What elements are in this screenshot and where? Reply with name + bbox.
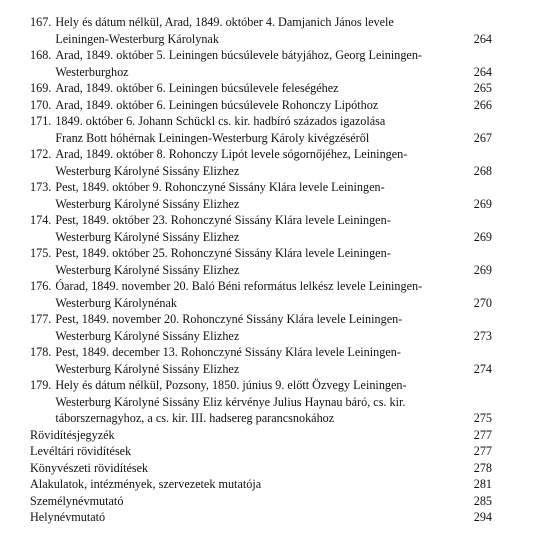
entry-number: 167.: [30, 15, 52, 29]
section-title: Személynévmutató: [30, 493, 124, 508]
section-title: Könyvészeti rövidítések: [30, 460, 149, 475]
entry-title-line: Westerburg Károlyné Sissány Elizhez: [55, 361, 240, 376]
entry-title-line: Pest, 1849. október 9. Rohonczyné Sissány Klára levele Leiningen-: [55, 180, 385, 194]
section-page-number: 277: [473, 427, 492, 442]
entry-number: 171.: [30, 114, 52, 128]
entry-page-number: 269: [473, 229, 492, 244]
toc-entry[interactable]: [30, 80, 492, 97]
entry-page-number: 266: [473, 97, 492, 112]
section-title: Levéltári rövidítések: [30, 444, 132, 458]
entry-title-line: Westerburg Károlyné Sissány Elizhez: [55, 196, 240, 211]
entry-title-line: Westerburg Károlynénak: [55, 295, 177, 310]
toc-entry[interactable]: [30, 113, 492, 146]
section-title: Rövidítésjegyzék: [30, 427, 115, 442]
toc-entry[interactable]: [30, 212, 492, 245]
entry-title-line: Óarad, 1849. november 20. Baló Béni református lelkész levele Leiningen-: [55, 279, 423, 293]
entry-number: 173.: [30, 180, 52, 194]
section-page-number: 285: [473, 493, 492, 508]
entry-number: 169.: [30, 81, 52, 95]
toc-entry[interactable]: [30, 179, 492, 212]
entry-title-line: 1849. október 6. Johann Schückl cs. kir. hadbíró százados igazolása: [55, 114, 386, 128]
toc-entry[interactable]: [30, 245, 492, 278]
entry-title-line: Pest, 1849. október 23. Rohonczyné Sissány Klára levele Leiningen-: [55, 213, 391, 227]
toc-entry[interactable]: [30, 97, 492, 114]
toc-entry[interactable]: [30, 377, 492, 427]
entry-number: 179.: [30, 378, 52, 392]
entry-number: 170.: [30, 97, 52, 112]
toc-entry[interactable]: [30, 278, 492, 311]
entry-page-number: 269: [473, 196, 492, 211]
entry-title-line: Pest, 1849. december 13. Rohonczyné Sissány Klára levele Leiningen-: [55, 345, 401, 359]
entry-title-line: Leiningen-Westerburg Károlynak: [55, 31, 219, 46]
entry-number: 174.: [30, 213, 52, 227]
section-page-number: 281: [473, 477, 492, 491]
toc-entry[interactable]: [30, 311, 492, 344]
entry-number: 177.: [30, 312, 52, 326]
entry-number: 176.: [30, 279, 52, 293]
entry-page-number: 268: [473, 163, 492, 178]
entry-page-number: 264: [473, 31, 492, 46]
entry-title-line: Pest, 1849. október 25. Rohonczyné Sissány Klára levele Leiningen-: [55, 246, 391, 260]
entry-title-line: Arad, 1849. október 6. Leiningen búcsúlevele feleségéhez: [55, 81, 339, 95]
section-title: Helynévmutató: [30, 510, 106, 524]
entry-title-line: Arad, 1849. október 6. Leiningen búcsúlevele Rohonczy Lipóthoz: [55, 97, 379, 112]
toc-entry[interactable]: [30, 14, 492, 47]
toc-entry[interactable]: [30, 47, 492, 80]
entry-title-line: Westerburg Károlyné Sissány Eliz kérvénye Julius Haynau báró, cs. kir.: [55, 394, 406, 409]
entry-title-line: Arad, 1849. október 8. Rohonczy Lipót levele sógornőjéhez, Leiningen-: [55, 147, 408, 161]
entry-number: 178.: [30, 345, 52, 359]
toc-entry[interactable]: [30, 146, 492, 179]
entry-title-line: Hely és dátum nélkül, Arad, 1849. október 4. Damjanich János levele: [55, 15, 394, 29]
entry-page-number: 264: [473, 64, 492, 79]
entry-number: 168.: [30, 48, 52, 62]
toc-entry[interactable]: [30, 344, 492, 377]
entry-title-line: Westerburg Károlyné Sissány Elizhez: [55, 229, 240, 244]
entry-title-line: Franz Bott hóhérnak Leiningen-Westerburg Károly kivégzéséről: [55, 130, 370, 145]
section-title: Alakulatok, intézmények, szervezetek mutatója: [30, 477, 262, 491]
entry-title-line: Westerburghoz: [55, 64, 129, 79]
entry-title-line: Hely és dátum nélkül, Pozsony, 1850. június 9. előtt Özvegy Leiningen-: [55, 378, 407, 392]
entry-title-line: Westerburg Károlyné Sissány Elizhez: [55, 163, 240, 178]
entry-page-number: 270: [473, 295, 492, 310]
entry-title-line: táborszernagyhoz, a cs. kir. III. hadsereg parancsnokához: [55, 411, 335, 425]
toc-section[interactable]: [30, 443, 492, 460]
entry-title-line: Pest, 1849. november 20. Rohonczyné Sissány Klára levele Leiningen-: [55, 312, 403, 326]
toc-section[interactable]: [30, 493, 492, 510]
entry-page-number: 267: [473, 130, 492, 145]
section-page-number: 294: [473, 510, 492, 524]
entry-number: 172.: [30, 147, 52, 161]
section-page-number: 278: [473, 460, 492, 475]
entry-page-number: 273: [473, 328, 492, 343]
entry-page-number: 265: [473, 81, 492, 95]
entry-title-line: Westerburg Károlyné Sissány Elizhez: [55, 262, 240, 277]
table-of-contents: [30, 14, 492, 526]
section-page-number: 277: [473, 444, 492, 458]
entry-title-line: Arad, 1849. október 5. Leiningen búcsúlevele bátyjához, Georg Leiningen-: [55, 48, 422, 62]
entry-page-number: 274: [473, 361, 492, 376]
toc-section[interactable]: [30, 476, 492, 493]
entry-page-number: 269: [473, 262, 492, 277]
toc-section[interactable]: [30, 509, 492, 526]
toc-section[interactable]: [30, 427, 492, 444]
entry-title-line: Westerburg Károlyné Sissány Elizhez: [55, 328, 240, 343]
entry-page-number: 275: [473, 411, 492, 425]
entry-number: 175.: [30, 246, 52, 260]
toc-section[interactable]: [30, 460, 492, 477]
